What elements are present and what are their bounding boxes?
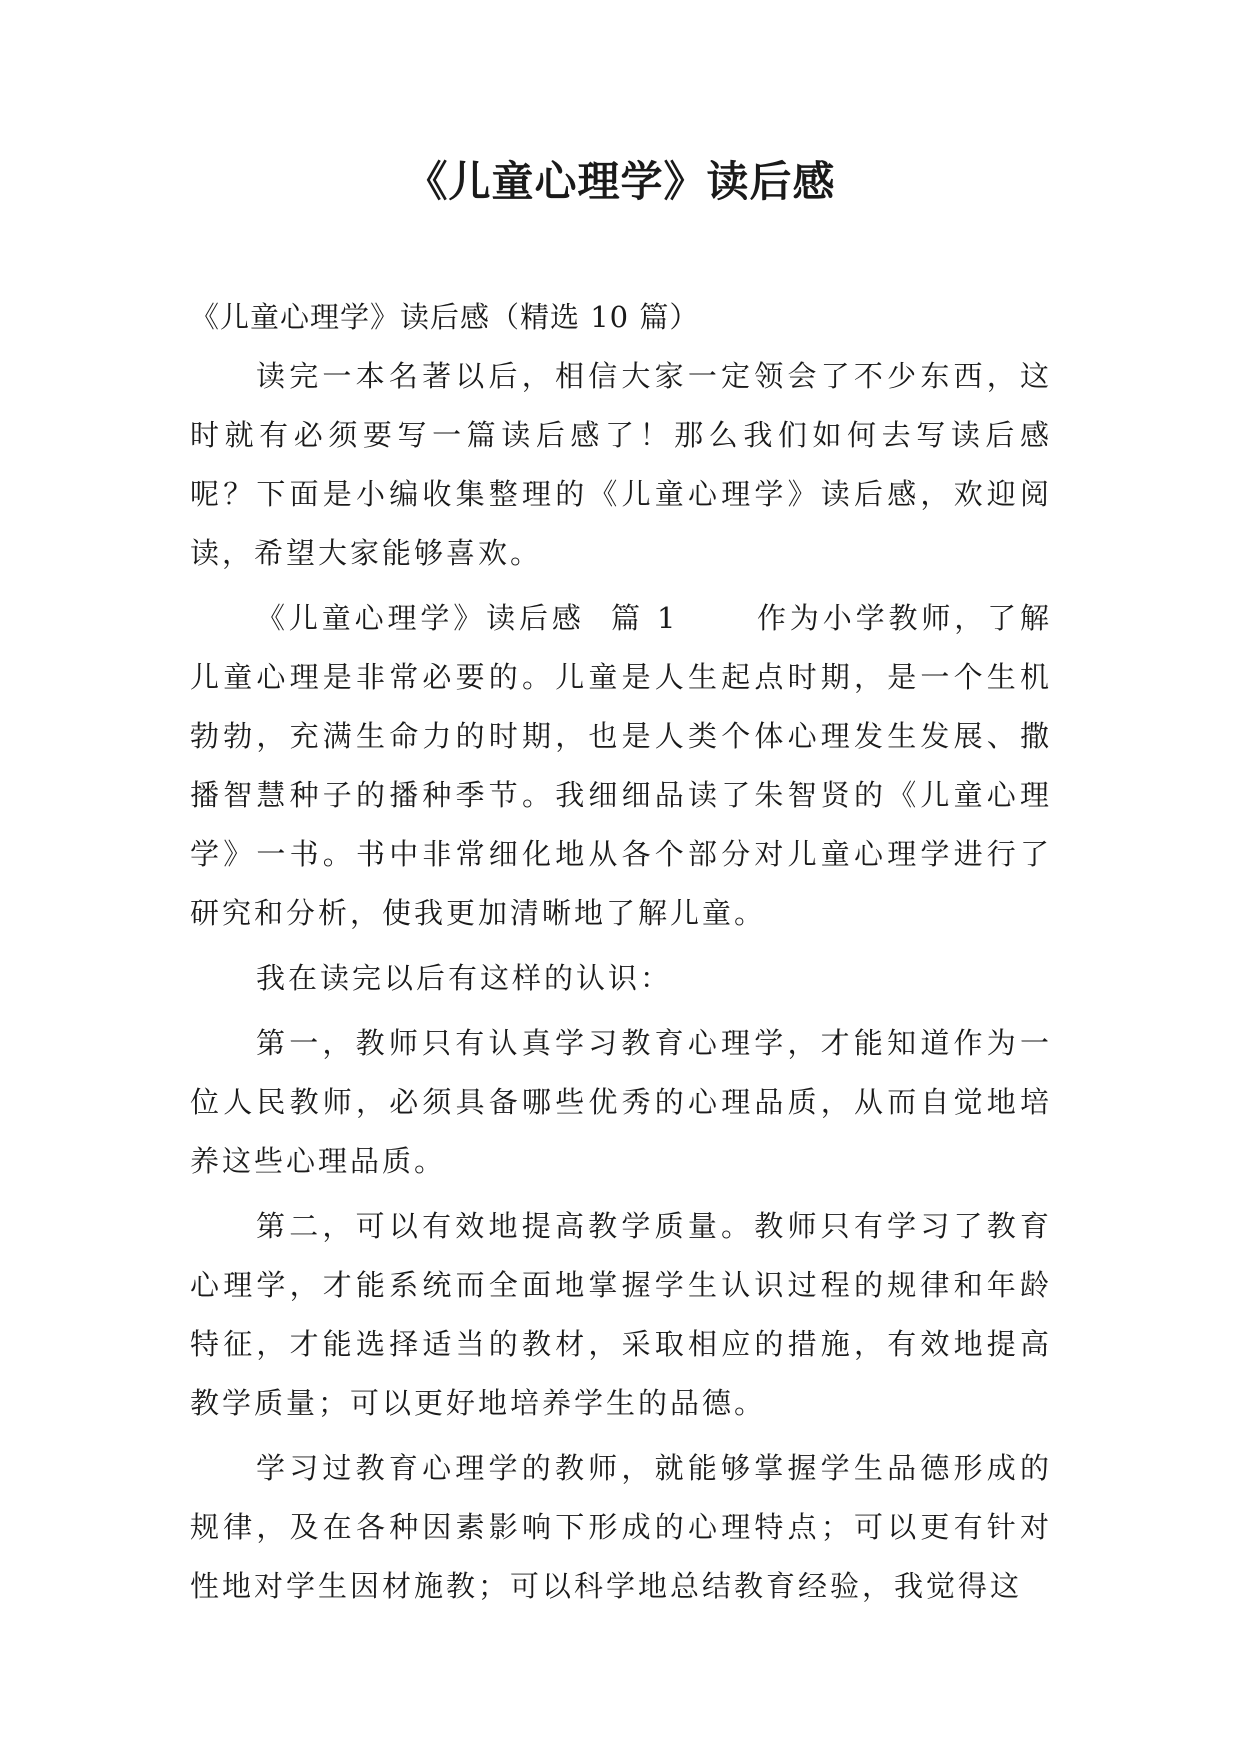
paragraph-point-2: 第二，可以有效地提高教学质量。教师只有学习了教育心理学，才能系统而全面地掌握学生认识过程的规律和年龄特征，才能选择适当的教材，采取相应的措施，有效地提高教学质量；可以更好地培养学生的品德。 — [190, 1209, 1052, 1420]
document-body — [190, 288, 1052, 1616]
paragraph-article-1: 《儿童心理学》读后感 篇 1 作为小学教师，了解儿童心理是非常必要的。儿童是人生起点时期，是一个生机勃勃，充满生命力的时期，也是人类个体心理发生发展、撒播智慧种子的播种季节。我细细品读了朱智贤的《儿童心理学》一书。书中非常细化地从各个部分对儿童心理学进行了研究和分析，使我更加清晰地了解儿童。 — [190, 601, 1052, 930]
document-subtitle: 《儿童心理学》读后感（精选 10 篇） — [190, 300, 700, 334]
paragraph-intro: 读完一本名著以后，相信大家一定领会了不少东西，这时就有必须要写一篇读后感了！那么我们如何去写读后感呢？下面是小编收集整理的《儿童心理学》读后感，欢迎阅读，希望大家能够喜欢。 — [190, 359, 1052, 570]
paragraph-continued: 学习过教育心理学的教师，就能够掌握学生品德形成的规律，及在各种因素影响下形成的心理特点；可以更有针对性地对学生因材施教；可以科学地总结教育经验，我觉得这 — [190, 1451, 1052, 1603]
paragraph-recognition: 我在读完以后有这样的认识： — [256, 961, 673, 995]
paragraph-point-1: 第一，教师只有认真学习教育心理学，才能知道作为一位人民教师，必须具备哪些优秀的心理品质，从而自觉地培养这些心理品质。 — [190, 1026, 1052, 1178]
document-title: 《儿童心理学》读后感 — [405, 157, 836, 206]
